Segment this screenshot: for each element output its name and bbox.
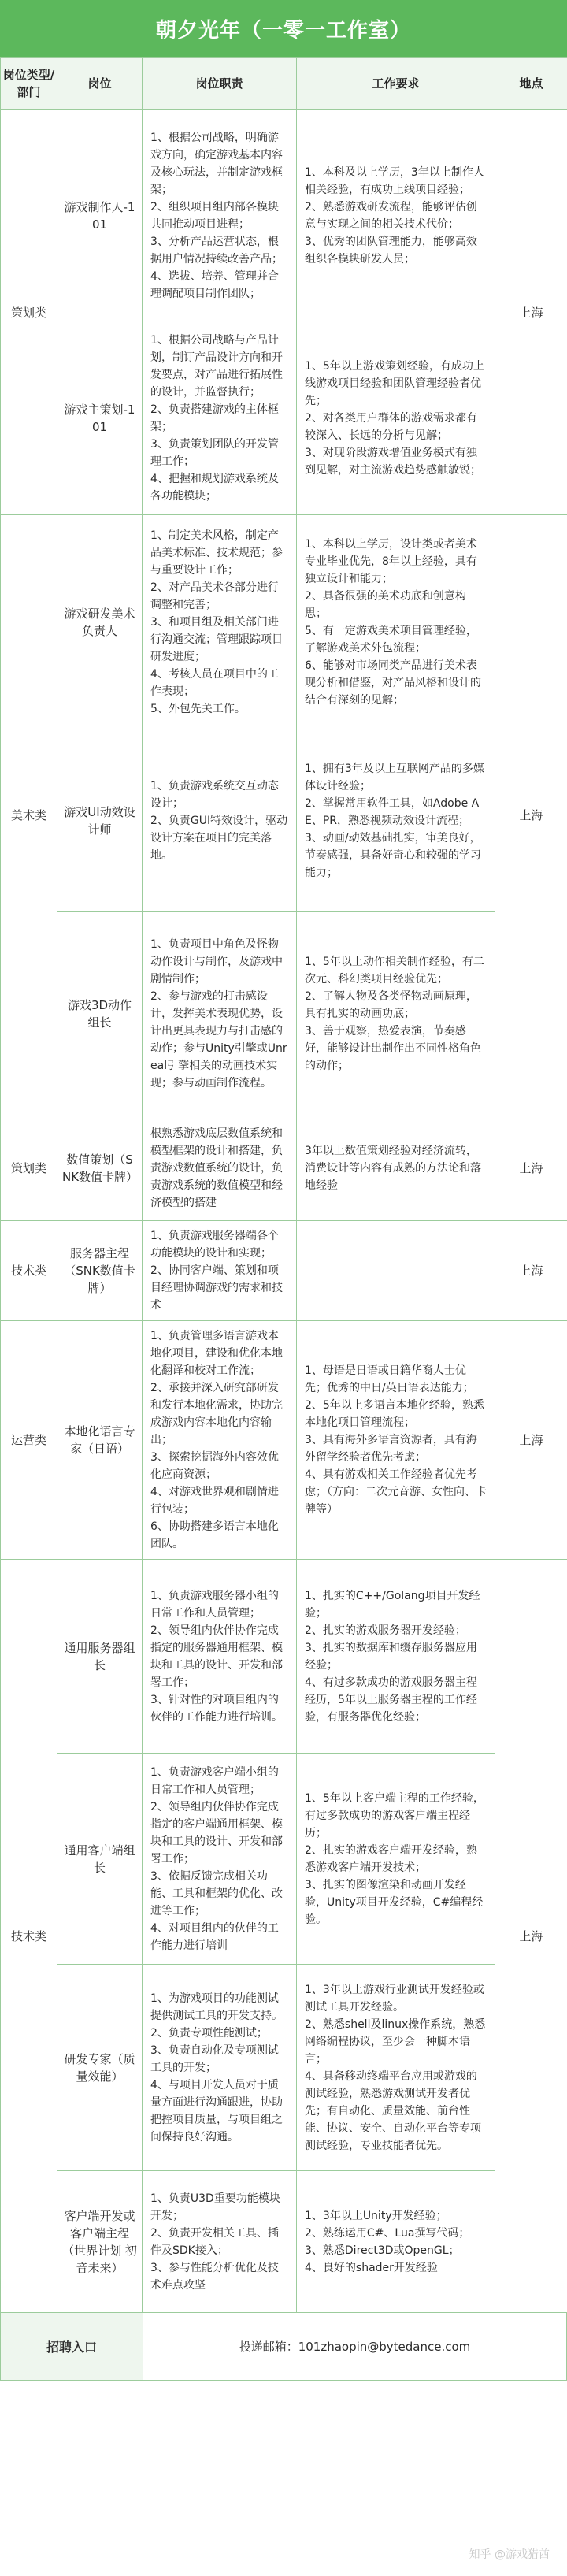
table-row [1,2171,567,2313]
row-location: 上海 [495,110,567,515]
row-category: 策划类 [1,110,57,515]
row-requirements: 1、扎实的C++/Golang项目开发经验； 2、扎实的游戏服务器开发经验； 3、扎实的数据库和缓存服务器应用经验； 4、有过多款成功的游戏服务器主程经历，5年以上服务器主程的工作经验，有服务器优化经验； [297,1560,495,1754]
recruit-entry-label: 招聘入口 [1,2313,143,2380]
row-requirements: 1、5年以上动作相关制作经验，有二次元、科幻类项目经验优先； 2、了解人物及各类怪物动画原理，具有扎实的动画功底； 3、善于观察，热爱表演，节奏感好，能够设计出制作出不同性格角色的动作； [297,912,495,1115]
row-requirements: 1、拥有3年及以上互联网产品的多媒体设计经验； 2、掌握常用软件工具，如Adobe AE、PR，熟悉视频动效设计流程； 3、动画/动效基础扎实，审美良好，节奏感强，具备好奇心和较强的学习能力； [297,729,495,912]
row-requirements: 1、母语是日语或日籍华裔人士优先；优秀的中日/英日语表达能力； 2、5年以上多语言本地化经验，熟悉本地化项目管理流程； 3、具有海外多语言资源者，具有海外留学经验者优先考虑； 4、具有游戏相关工作经验者优先考虑；（方向：二次元音游、女性向、卡牌等） [297,1321,495,1560]
row-location: 上海 [495,1221,567,1321]
table-row [1,1754,567,1965]
zhihu-watermark: 知乎 @游戏猎酋 [469,2548,550,2561]
table-row [1,1115,567,1221]
row-location: 上海 [495,515,567,1115]
row-requirements: 1、5年以上游戏策划经验，有成功上线游戏项目经验和团队管理经验者优先； 2、对各类用户群体的游戏需求都有较深入、长远的分析与见解； 3、对现阶段游戏增值业务模式有独到见解，对主流游戏趋势感触敏锐； [297,321,495,515]
table-row [1,729,567,912]
job-table [0,57,567,2313]
row-duties: 根熟悉游戏底层数值系统和模型框架的设计和搭建，负责游戏数值系统的设计，负责游戏系统的数值模型和经济模型的搭建 [143,1115,297,1221]
table-row [1,1321,567,1560]
table-row [1,912,567,1115]
row-requirements: 1、本科以上学历，设计类或者美术专业毕业优先，8年以上经验，具有独立设计和能力； 2、具备很强的美术功底和创意构思； 5、有一定游戏美术项目管理经验，了解游戏美术外包流程； 6、能够对市场同类产品进行美术表现分析和借鉴，对产品风格和设计的结合有深刻的见解； [297,515,495,729]
row-requirements [297,1221,495,1321]
row-position: 服务器主程（SNK数值卡牌） [57,1221,143,1321]
row-position: 游戏主策划-101 [57,321,143,515]
row-duties: 1、负责项目中角色及怪物动作设计与制作，及游戏中剧情制作； 2、参与游戏的打击感设计，发挥美术表现优势，设计出更具表现力与打击感的动作；参与Unity引擎或Unreal引擎相关的动画技术实现；参与动画制作流程。 [143,912,297,1115]
table-row [1,321,567,515]
table-row [1,110,567,321]
table-row [1,515,567,729]
row-requirements: 1、本科及以上学历，3年以上制作人相关经验，有成功上线项目经验； 2、熟悉游戏研发流程，能够评估创意与实现之间的相关技术代价； 3、优秀的团队管理能力，能够高效组织各模块研发人员； [297,110,495,321]
row-position: 本地化语言专家（日语） [57,1321,143,1560]
table-header-row [1,58,567,110]
row-category: 技术类 [1,1221,57,1321]
row-location: 上海 [495,1560,567,2313]
row-category: 美术类 [1,515,57,1115]
row-requirements: 1、3年以上Unity开发经验； 2、熟练运用C#、Lua撰写代码； 3、熟悉Direct3D或OpenGL； 4、良好的shader开发经验 [297,2171,495,2313]
page-title: 朝夕光年（一零一工作室） [0,0,567,57]
row-position: 游戏3D动作组长 [57,912,143,1115]
row-position: 游戏UI动效设计师 [57,729,143,912]
header-position: 岗位 [57,58,143,110]
table-row [1,1965,567,2171]
header-requirements: 工作要求 [297,58,495,110]
row-position: 研发专家（质量效能） [57,1965,143,2171]
header-category: 岗位类型/部门 [1,58,57,110]
row-location: 上海 [495,1115,567,1221]
header-duties: 岗位职责 [143,58,297,110]
row-category: 运营类 [1,1321,57,1560]
header-location: 地点 [495,58,567,110]
row-position: 数值策划（SNK数值卡牌） [57,1115,143,1221]
row-duties: 1、负责游戏客户端小组的日常工作和人员管理； 2、领导组内伙伴协作完成指定的客户端通用框架、模块和工具的设计、开发和部署工作； 3、依据反馈完成相关功能、工具和框架的优化、改进等工作； 4、对项目组内的伙伴的工作能力进行培训 [143,1754,297,1965]
row-duties: 1、为游戏项目的功能测试提供测试工具的开发支持。 2、负责专项性能测试； 3、负责自动化及专项测试工具的开发； 4、与项目开发人员对于质量方面进行沟通跟进，协助把控项目质量，与项目组之间保持良好沟通。 [143,1965,297,2171]
row-duties: 1、负责游戏服务器小组的日常工作和人员管理； 2、领导组内伙伴协作完成指定的服务器通用框架、模块和工具的设计、开发和部署工作； 3、针对性的对项目组内的伙伴的工作能力进行培训。 [143,1560,297,1754]
row-position: 游戏研发美术负责人 [57,515,143,729]
job-table-body [1,110,567,2313]
row-position: 通用客户端组长 [57,1754,143,1965]
row-location: 上海 [495,1321,567,1560]
row-duties: 1、负责游戏服务器端各个功能模块的设计和实现； 2、协同客户端、策划和项目经理协调游戏的需求和技术 [143,1221,297,1321]
row-requirements: 1、3年以上游戏行业测试开发经验或测试工具开发经验。 2、熟悉shell及linux操作系统，熟悉网络编程协议，至少会一种脚本语言； 4、具备移动终端平台应用或游戏的测试经验，熟悉游戏测试开发者优先；有自动化、质量效能、前台性能、协议、安全、自动化平台等专项测试经验，专业技能者优先。 [297,1965,495,2171]
row-category: 策划类 [1,1115,57,1221]
recruit-email[interactable]: 投递邮箱：101zhaopin@bytedance.com [239,2340,471,2354]
row-duties: 1、负责管理多语言游戏本地化项目，建设和优化本地化翻译和校对工作流； 2、承接并深入研究部研发和发行本地化需求，协助完成游戏内容本地化内容输出； 3、探索挖掘海外内容效优化应商资源； 4、对游戏世界观和剧情进行包装； 6、协助搭建多语言本地化团队。 [143,1321,297,1560]
table-row [1,1560,567,1754]
row-position: 通用服务器组长 [57,1560,143,1754]
row-duties: 1、负责游戏系统交互动态设计； 2、负责GUI特效设计，驱动设计方案在项目的完美落地。 [143,729,297,912]
row-requirements: 3年以上数值策划经验对经济流转，消费设计等内容有成熟的方法论和落地经验 [297,1115,495,1221]
row-duties: 1、负责U3D重要功能模块开发； 2、负责开发相关工具、插件及SDK接入； 3、参与性能分析优化及技术难点攻坚 [143,2171,297,2313]
row-position: 客户端开发或客户端主程（世界计划 初音未来） [57,2171,143,2313]
row-duties: 1、制定美术风格，制定产品美术标准、技术规范；参与重要设计工作； 2、对产品美术各部分进行调整和完善； 3、和项目组及相关部门进行沟通交流；管理跟踪项目研发进度； 4、考核人员在项目中的工作表现； 5、外包先关工作。 [143,515,297,729]
recruit-footer [0,2313,567,2381]
row-requirements: 1、5年以上客户端主程的工作经验，有过多款成功的游戏客户端主程经历； 2、扎实的游戏客户端开发经验，熟悉游戏客户端开发技术； 3、扎实的图像渲染和动画开发经验，Unity项目开发经验，C#编程经验。 [297,1754,495,1965]
table-row [1,1221,567,1321]
row-duties: 1、根据公司战略，明确游戏方向，确定游戏基本内容及核心玩法，并制定游戏框架； 2、组织项目组内部各模块共同推动项目进程； 3、分析产品运营状态，根据用户情况持续改善产品； 4、选拔、培养、管理并合理调配项目制作团队； [143,110,297,321]
row-position: 游戏制作人-101 [57,110,143,321]
row-duties: 1、根据公司战略与产品计划，制订产品设计方向和开发要点，对产品进行拓展性的设计，并监督执行； 2、负责搭建游戏的主体框架； 3、负责策划团队的开发管理工作； 4、把握和规划游戏系统及各功能模块； [143,321,297,515]
row-category: 技术类 [1,1560,57,2313]
